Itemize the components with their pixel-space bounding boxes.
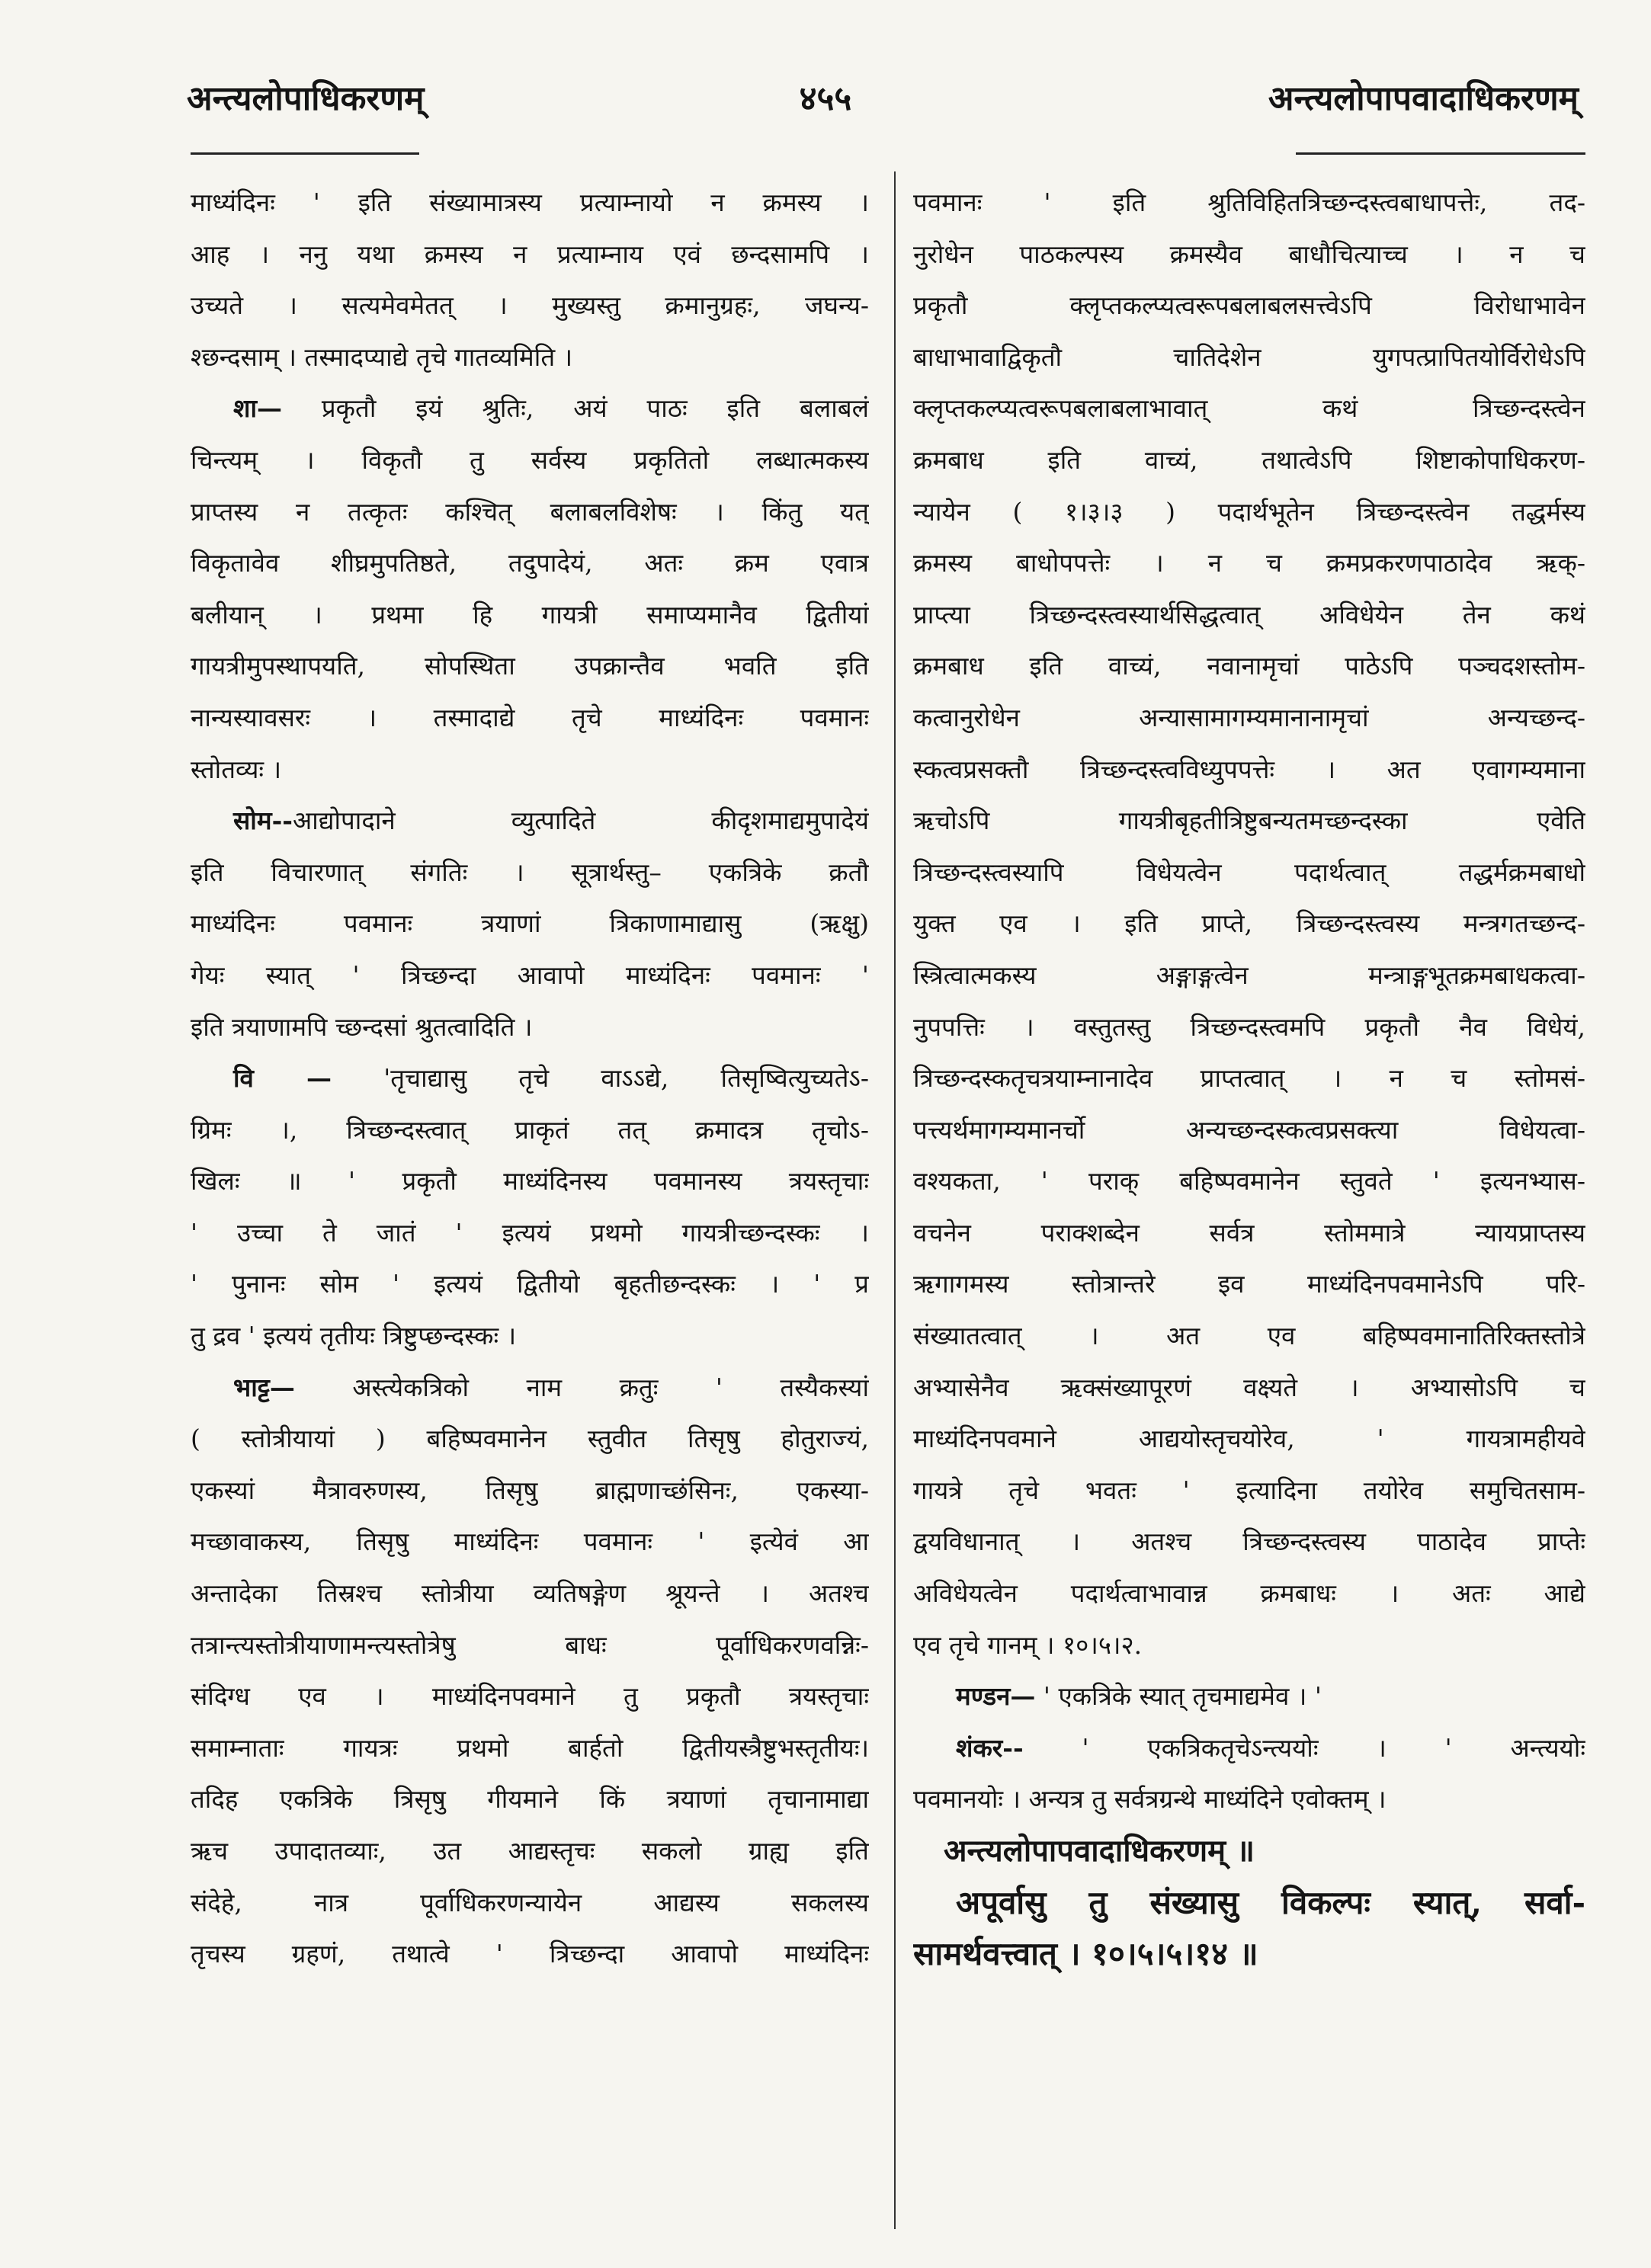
text-line <box>913 1722 1585 1774</box>
text-line <box>191 177 869 229</box>
commentator-label: भाट्ट— <box>233 1372 295 1402</box>
line-text: वचनेन पराक्शब्देन सर्वत्र स्तोममात्रे न्यायप्राप्तस्य <box>913 1217 1585 1248</box>
text-line <box>913 744 1585 796</box>
line-text: नान्यस्यावसरः । तस्मादाद्ये तृचे माध्यंदिनः पवमानः <box>191 702 869 732</box>
line-text: प्रकृतौ इयं श्रुतिः, अयं पाठः इति बलाबलं <box>282 393 869 424</box>
line-text: नुपपत्तिः । वस्तुतस्तु त्रिच्छन्दस्त्वमपि प्रकृतौ नैव विधेयं, <box>913 1011 1585 1042</box>
text-line <box>191 1773 869 1825</box>
line-text: क्रमबाध इति वाच्यं, नवानामृचां पाठेऽपि पञ्चदशस्तोम- <box>913 651 1585 681</box>
line-text: ( स्तोत्रीयायां ) बहिष्पवमानेन स्तुवीत तिसृषु होतुराज्यं, <box>191 1424 869 1454</box>
text-line <box>913 280 1585 332</box>
text-line <box>191 332 869 383</box>
line-text: द्वयविधानात् । अतश्च त्रिच्छन्दस्त्वस्य पाठादेव प्राप्तेः <box>913 1526 1585 1557</box>
line-text: ' पुनानः सोम ' इत्ययं द्वितीयो बृहतीछन्दस्कः । ' प्र <box>191 1269 869 1299</box>
text-line <box>191 795 869 847</box>
text-line <box>913 486 1585 538</box>
text-line <box>191 537 869 589</box>
column-divider <box>894 171 896 2229</box>
text-line <box>913 1413 1585 1465</box>
line-text: पत्त्यर्थमागम्यमानर्चो अन्यच्छन्दस्कत्वप्रसक्त्या विधेयत्वा- <box>913 1114 1585 1145</box>
text-line <box>913 1825 1585 1877</box>
text-line <box>913 1928 1585 1980</box>
text-line <box>191 1928 869 1980</box>
line-text: पवमानः ' इति श्रुतिविहितत्रिच्छन्दस्त्वबाधापत्तेः, तद- <box>913 187 1585 217</box>
running-header-left: अन्त्यलोपाधिकरणम् <box>187 79 425 118</box>
text-line <box>191 1877 869 1929</box>
text-line <box>191 383 869 434</box>
line-text: वश्यकता, ' पराक् बहिष्पवमानेन स्तुवते ' इत्यनभ्यास- <box>913 1166 1585 1196</box>
line-text: श्छन्दसाम् । तस्मादप्याद्ये तृचे गातव्यमिति । <box>191 341 573 372</box>
line-text: तदिह एकत्रिके त्रिसृषु गीयमाने किं त्रयाणां तृचानामाद्या <box>191 1784 869 1815</box>
line-text: ' एकत्रिके स्यात् तृचमाद्यमेव । ' <box>1035 1681 1322 1712</box>
header-rule-right <box>1296 152 1585 155</box>
left-column <box>191 177 869 1980</box>
line-text: तत्रान्त्यस्तोत्रीयाणामन्त्यस्तोत्रेषु बाधः पूर्वाधिकरणवन्निः- <box>191 1629 869 1660</box>
right-column <box>913 177 1585 1980</box>
line-text: ' उच्चा ते जातं ' इत्ययं प्रथमो गायत्रीच्छन्दस्कः । <box>191 1217 869 1248</box>
line-text: माध्यंदिनः ' इति संख्यामात्रस्य प्रत्याम्नायो न क्रमस्य । <box>191 187 869 217</box>
text-line <box>913 847 1585 899</box>
line-text: ऋच उपादातव्याः, उत आद्यस्तृचः सकलो ग्राह्य इति <box>191 1836 869 1866</box>
text-line <box>913 1877 1585 1929</box>
text-line <box>191 950 869 1001</box>
line-text: बाधाभावाद्विकृतौ चातिदेशेन युगपत्प्रापितयोर्विरोधेऽपि <box>913 341 1585 372</box>
text-line <box>913 537 1585 589</box>
line-text: त्रिच्छन्दस्कतृचत्रयाम्नानादेव प्राप्तत्वात् । न च स्तोमसं- <box>913 1063 1585 1094</box>
commentator-label: सोम-- <box>233 806 293 836</box>
text-line <box>913 332 1585 383</box>
commentator-label: शंकर-- <box>956 1732 1024 1763</box>
line-text: प्राप्त्या त्रिच्छन्दस्त्वस्यार्थसिद्धत्वात् अविधेयेन तेन कथं <box>913 599 1585 629</box>
text-line <box>913 589 1585 641</box>
line-text: युक्त एव । इति प्राप्ते, त्रिच्छन्दस्त्वस्य मन्त्रगतच्छन्द- <box>913 908 1585 939</box>
line-text: गेयः स्यात् ' त्रिच्छन्दा आवापो माध्यंदिनः पवमानः ' <box>191 959 869 990</box>
line-text: स्कत्वप्रसक्तौ त्रिच्छन्दस्त्वविध्युपपत्तेः । अत एवागम्यमाना <box>913 754 1585 784</box>
line-text: इति विचारणात् संगतिः । सूत्रार्थस्तु– एकत्रिके क्रतौ <box>191 857 869 887</box>
line-text: गायत्रे तृचे भवतः ' इत्यादिना तयोरेव समुचितसाम- <box>913 1475 1585 1505</box>
line-text: चिन्त्यम् । विकृतौ तु सर्वस्य प्रकृतितो लब्धात्मकस्य <box>191 444 869 475</box>
text-line <box>191 1155 869 1207</box>
line-text: माध्यंदिनः पवमानः त्रयाणां त्रिकाणामाद्यासु (ऋक्षु) <box>191 908 869 939</box>
line-text: संख्यातत्वात् । अत एव बहिष्पवमानातिरिक्तस्तोत्रे <box>913 1321 1585 1351</box>
line-text: स्त्रित्वात्मकस्य अङ्गाङ्गत्वेन मन्त्राङ्गभूतक्रमबाधकत्वा- <box>913 959 1585 990</box>
text-line <box>191 1207 869 1259</box>
line-text: ऋगागमस्य स्तोत्रान्तरे इव माध्यंदिनपवमानेऽपि परि- <box>913 1269 1585 1299</box>
text-line <box>913 1568 1585 1619</box>
text-line <box>191 434 869 486</box>
commentator-label: शा— <box>233 393 282 424</box>
text-line <box>191 1516 869 1568</box>
text-line <box>191 1825 869 1877</box>
text-line <box>913 1258 1585 1310</box>
line-text: क्रमबाध इति वाच्यं, तथात्वेऽपि शिष्टाकोपाधिकरण- <box>913 444 1585 475</box>
text-line <box>913 1207 1585 1259</box>
line-text: एकस्यां मैत्रावरुणस्य, तिसृषु ब्राह्मणाच्छंसिनः, एकस्या- <box>191 1475 869 1505</box>
text-line <box>191 1362 869 1414</box>
text-line <box>913 383 1585 434</box>
text-line <box>913 898 1585 950</box>
text-line <box>191 1568 869 1619</box>
line-text: एव तृचे गानम् । १०।५।२. <box>913 1629 1143 1660</box>
line-text: नुरोधेन पाठकल्पस्य क्रमस्यैव बाधौचित्याच्च । न च <box>913 239 1585 269</box>
text-line <box>191 280 869 332</box>
line-text: अस्त्येकत्रिको नाम क्रतुः ' तस्यैकस्यां <box>294 1372 869 1402</box>
text-line <box>913 1516 1585 1568</box>
line-text: उच्यते । सत्यमेवमेतत् । मुख्यस्तु क्रमानुग्रहः, जघन्य- <box>191 290 869 321</box>
text-line <box>913 795 1585 847</box>
line-text: संदेहे, नात्र पूर्वाधिकरणन्यायेन आद्यस्य सकलस्य <box>191 1887 869 1917</box>
running-header-right: अन्त्यलोपापवादाधिकरणम् <box>1268 79 1579 118</box>
line-text: न्यायेन ( १।३।३ ) पदार्थभूतेन त्रिच्छन्दस्त्वेन तद्धर्मस्य <box>913 496 1585 527</box>
text-line <box>191 1104 869 1156</box>
text-line <box>191 640 869 692</box>
text-line <box>191 1413 869 1465</box>
commentator-label: वि — <box>233 1063 332 1094</box>
line-text: ग्रिमः ।, त्रिच्छन्दस्त्वात् प्राकृतं तत् क्रमादत्र तृचोऽ- <box>191 1114 869 1145</box>
commentator-label: मण्डन— <box>956 1681 1036 1712</box>
line-text: क्लृप्तकल्प्यत्वरूपबलाबलाभावात् कथं त्रिच्छन्दस्त्वेन <box>913 393 1585 424</box>
line-text: आद्योपादाने व्युत्पादिते कीदृशमाद्यमुपादेयं <box>292 806 869 836</box>
line-text: आह । ननु यथा क्रमस्य न प्रत्याम्नाय एवं छन्दसामपि । <box>191 239 869 269</box>
line-text: तृचस्य ग्रहणं, तथात्वे ' त्रिच्छन्दा आवापो माध्यंदिनः <box>191 1939 869 1969</box>
text-line <box>191 1465 869 1517</box>
text-line <box>913 640 1585 692</box>
line-text: पवमानयोः । अन्यत्र तु सर्वत्रग्रन्थे माध्यंदिने एवोक्तम् । <box>913 1784 1387 1815</box>
line-text: तु द्रव ' इत्ययं तृतीयः त्रिष्टुप्छन्दस्कः । <box>191 1321 517 1351</box>
line-text: स्तोतव्यः । <box>191 754 282 784</box>
line-text: प्रकृतौ क्लृप्तकल्प्यत्वरूपबलाबलसत्त्वेऽपि विरोधाभावेन <box>913 290 1585 321</box>
line-text: अभ्यासेनैव ऋक्संख्यापूरणं वक्ष्यते । अभ्यासोऽपि च <box>913 1372 1585 1402</box>
line-text: अपूर्वासु तु संख्यासु विकल्पः स्यात्, सर्वा- <box>956 1883 1585 1921</box>
text-line <box>191 486 869 538</box>
text-line <box>191 1052 869 1104</box>
text-line <box>191 898 869 950</box>
text-line <box>191 847 869 899</box>
text-line <box>913 177 1585 229</box>
line-text: कत्वानुरोधेन अन्यासामागम्यमानानामृचां अन्यच्छन्द- <box>913 702 1585 732</box>
text-line <box>913 692 1585 744</box>
line-text: मच्छावाकस्य, तिसृषु माध्यंदिनः पवमानः ' इत्येवं आ <box>191 1526 869 1557</box>
text-line <box>913 229 1585 280</box>
line-text: माध्यंदिनपवमाने आद्ययोस्तृचयोरेव, ' गायत्रामहीयवे <box>913 1424 1585 1454</box>
line-text: खिलः ॥ ' प्रकृतौ माध्यंदिनस्य पवमानस्य त्रयस्तृचाः <box>191 1166 869 1196</box>
line-text: बलीयान् । प्रथमा हि गायत्री समाप्यमानैव द्वितीयां <box>191 599 869 629</box>
text-line <box>191 589 869 641</box>
page-number: ४५५ <box>799 79 852 118</box>
text-line <box>191 1671 869 1722</box>
header-rule-left <box>191 152 419 155</box>
line-text: ऋचोऽपि गायत्रीबृहतीत्रिष्टुबन्यतमच्छन्दस्का एवेति <box>913 806 1585 836</box>
line-text: प्राप्तस्य न तत्कृतः कश्चित् बलाबलविशेषः । किंतु यत् <box>191 496 869 527</box>
line-text: समाम्नाताः गायत्रः प्रथमो बार्हतो द्वितीयस्त्रैष्टुभस्तृतीयः। <box>191 1732 869 1763</box>
text-line <box>913 1155 1585 1207</box>
text-line <box>913 1052 1585 1104</box>
text-line <box>191 1001 869 1053</box>
text-line <box>913 1619 1585 1671</box>
text-line <box>191 744 869 796</box>
line-text: 'तृचाद्यासु तृचे वाऽऽद्ये, तिसृष्वित्युच्यतेऽ- <box>332 1063 869 1094</box>
line-text: सामर्थवत्त्वात् । १०।५।५।१४ ॥ <box>913 1935 1258 1973</box>
line-text: क्रमस्य बाधोपपत्तेः । न च क्रमप्रकरणपाठादेव ऋक्- <box>913 548 1585 578</box>
text-line <box>191 1619 869 1671</box>
text-line <box>191 1258 869 1310</box>
line-text: विकृतावेव शीघ्रमुपतिष्ठते, तदुपादेयं, अतः क्रम एवात्र <box>191 548 869 578</box>
text-line <box>913 434 1585 486</box>
line-text: अविधेयत्वेन पदार्थत्वाभावान्न क्रमबाधः । अतः आद्ये <box>913 1578 1585 1609</box>
text-line <box>913 950 1585 1001</box>
line-text: त्रिच्छन्दस्त्वस्यापि विधेयत्वेन पदार्थत्वात् तद्धर्मक्रमबाधो <box>913 857 1585 887</box>
text-line <box>913 1001 1585 1053</box>
line-text: ' एकत्रिकतृचेऽन्त्ययोः । ' अन्त्ययोः <box>1023 1732 1585 1763</box>
text-line <box>191 1722 869 1774</box>
text-line <box>913 1671 1585 1722</box>
text-line <box>913 1362 1585 1414</box>
text-line <box>913 1773 1585 1825</box>
text-line <box>191 1310 869 1362</box>
text-line <box>191 229 869 280</box>
text-line <box>913 1104 1585 1156</box>
line-text: अन्तादेका तिस्रश्च स्तोत्रीया व्यतिषङ्गेण श्रूयन्ते । अतश्च <box>191 1578 869 1609</box>
text-line <box>191 692 869 744</box>
text-line <box>913 1310 1585 1362</box>
line-text: अन्त्यलोपापवादाधिकरणम् ॥ <box>944 1833 1255 1869</box>
line-text: गायत्रीमुपस्थापयति, सोपस्थिता उपक्रान्तैव भवति इति <box>191 651 869 681</box>
line-text: इति त्रयाणामपि च्छन्दसां श्रुतत्वादिति । <box>191 1011 533 1042</box>
line-text: संदिग्ध एव । माध्यंदिनपवमाने तु प्रकृतौ त्रयस्तृचाः <box>191 1681 869 1712</box>
text-line <box>913 1465 1585 1517</box>
